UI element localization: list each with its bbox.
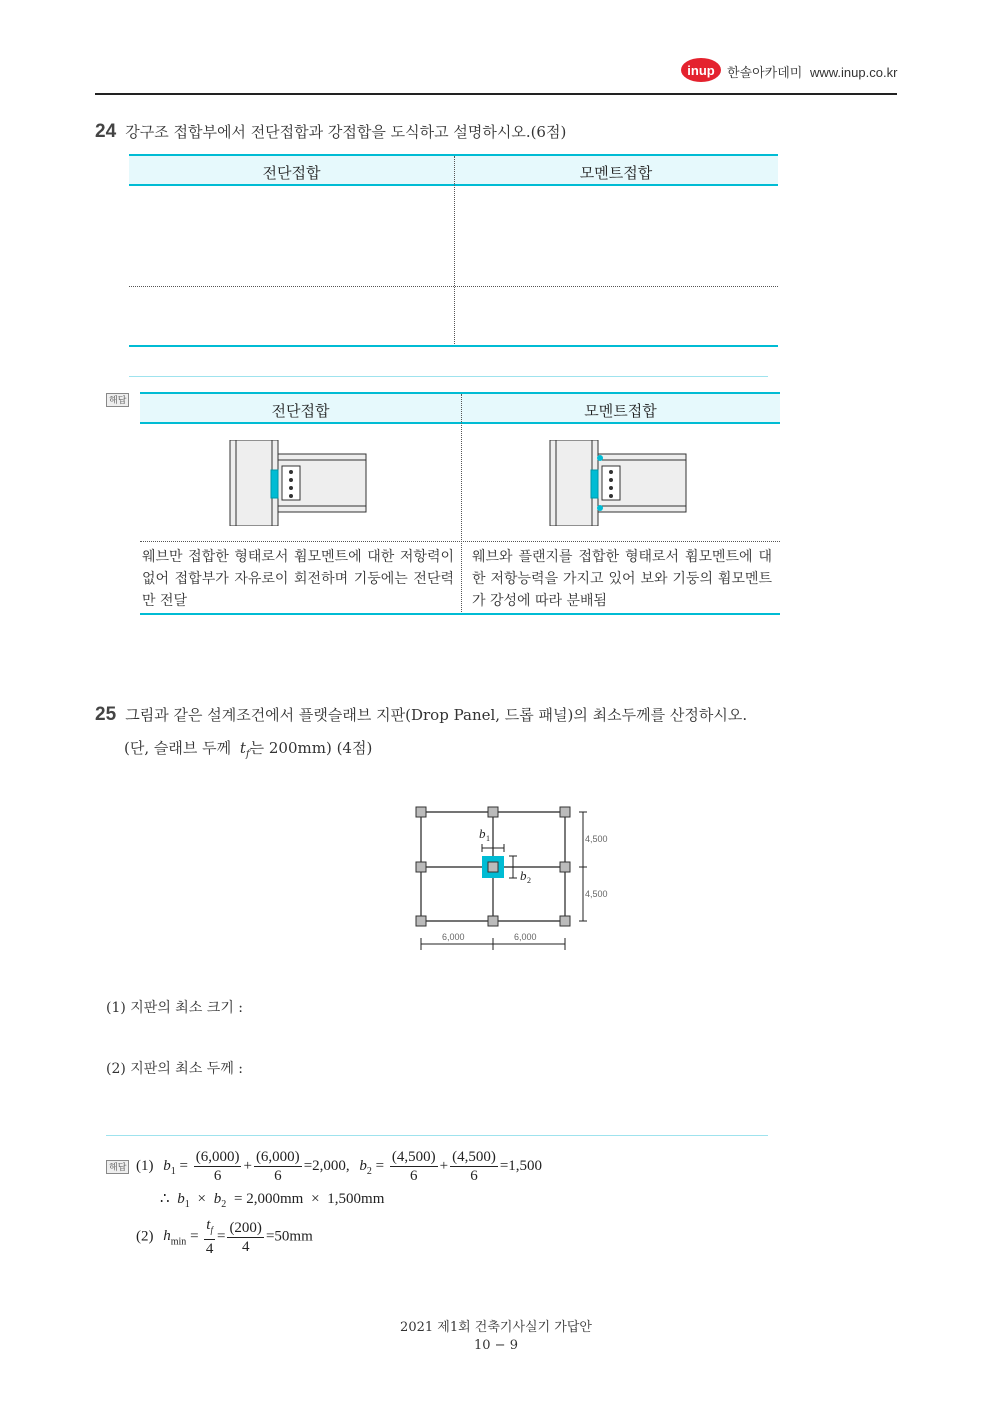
footer-page: 10 − 9 bbox=[474, 1338, 518, 1353]
frac-tf bbox=[204, 1216, 215, 1258]
h-sub: min bbox=[170, 1236, 187, 1248]
q24-heading bbox=[95, 121, 566, 143]
fig-dim-v2: 4,500 bbox=[585, 889, 608, 899]
fig-b2: b bbox=[520, 868, 527, 883]
q25-heading bbox=[95, 704, 747, 726]
fig-dim-h2: 6,000 bbox=[514, 932, 537, 942]
frac-num: (4,500) bbox=[452, 1149, 496, 1165]
header-brand bbox=[727, 62, 897, 81]
b1-sym: b bbox=[163, 1157, 171, 1174]
q25-condition bbox=[124, 737, 372, 760]
q24-col-shear: 전단접합 bbox=[262, 165, 321, 182]
frac-num: (4,500) bbox=[391, 1149, 436, 1165]
tf-sub: f bbox=[245, 749, 250, 760]
q24-number: 24 bbox=[95, 121, 117, 142]
shear-connection-figure bbox=[228, 440, 368, 526]
fig-b1: b bbox=[479, 826, 486, 841]
b2-sub: 2 bbox=[366, 1165, 372, 1177]
fig-dim-v1: 4,500 bbox=[585, 834, 608, 844]
times: × bbox=[311, 1191, 320, 1207]
eq: = bbox=[190, 1228, 199, 1245]
b1-sub: 1 bbox=[184, 1199, 190, 1210]
a25-line3 bbox=[136, 1216, 313, 1258]
frac-den: 4 bbox=[205, 1241, 214, 1257]
answer-badge-25: 해답 bbox=[106, 1160, 129, 1174]
brand-url: www.inup.co.kr bbox=[809, 65, 898, 80]
frac-den: 6 bbox=[470, 1168, 478, 1184]
footer-title: 2021 제1회 건축기사실기 가답안 bbox=[400, 1320, 592, 1335]
frac-den: 6 bbox=[274, 1168, 282, 1184]
logo-text: inup bbox=[687, 63, 715, 78]
header-rule bbox=[95, 93, 897, 95]
moment-connection-figure bbox=[548, 440, 688, 526]
frac-4500-b bbox=[450, 1148, 498, 1185]
eq: = bbox=[216, 1228, 226, 1245]
res1: =2,000, bbox=[303, 1157, 350, 1174]
fig-b1-sub: 1 bbox=[486, 834, 490, 843]
a24-desc-shear: 웨브만 접합한 형태로서 휨모멘트에 대한 저항력이 없어 접합부가 자유로이 회전하며 기둥에는 전단력만 전달 bbox=[142, 549, 454, 609]
q25-number: 25 bbox=[95, 704, 117, 725]
frac-6000-a bbox=[194, 1148, 242, 1185]
plus: + bbox=[243, 1157, 252, 1174]
eq: = bbox=[179, 1157, 188, 1174]
res2: =1,500 bbox=[499, 1157, 543, 1174]
divider-2 bbox=[106, 1135, 768, 1136]
flat-slab-figure bbox=[405, 800, 625, 955]
b1-sym: b bbox=[177, 1191, 185, 1207]
a24-table bbox=[140, 392, 780, 616]
eq: = bbox=[375, 1157, 385, 1174]
tf-symbol: t bbox=[239, 739, 246, 757]
a24-desc-moment: 웨브와 플랜지를 접합한 형태로서 휨모멘트에 대한 저항능력을 가지고 있어 보와 기둥의 휨모멘트가 강성에 따라 분배됨 bbox=[472, 549, 772, 609]
times: × bbox=[197, 1191, 207, 1207]
h-sym: h bbox=[163, 1228, 171, 1245]
frac-4500-a bbox=[390, 1148, 438, 1185]
q24-text: 강구조 접합부에서 전단접합과 강접합을 도식하고 설명하시오.(6점) bbox=[125, 123, 567, 141]
q25-condition-post: 는 200mm) (4점) bbox=[249, 739, 373, 757]
q24-answer-table bbox=[129, 154, 778, 348]
mm1: = 2,000mm bbox=[234, 1191, 304, 1207]
mm2: 1,500mm bbox=[327, 1191, 385, 1207]
frac-den: 4 bbox=[241, 1238, 250, 1255]
a25-line1 bbox=[136, 1148, 542, 1185]
q25-condition-pre: (단, 슬래브 두께 bbox=[124, 739, 232, 757]
a24-col-shear: 전단접합 bbox=[271, 403, 330, 420]
t-sub: f bbox=[210, 1225, 213, 1235]
fig-dim-h1: 6,000 bbox=[442, 932, 465, 942]
frac-num: (6,000) bbox=[195, 1149, 240, 1165]
frac-num: (200) bbox=[229, 1219, 262, 1236]
frac-200 bbox=[227, 1219, 264, 1256]
frac-den: 6 bbox=[410, 1168, 418, 1184]
inup-logo bbox=[681, 55, 721, 83]
b1-sub: 1 bbox=[170, 1165, 176, 1177]
frac-6000-b bbox=[254, 1148, 302, 1185]
a25-line2 bbox=[160, 1189, 384, 1210]
therefore: ∴ bbox=[160, 1191, 170, 1207]
t-sym: t bbox=[206, 1217, 211, 1233]
q25-sub1: (1) 지판의 최소 크기 : bbox=[106, 1000, 244, 1016]
a25-p1: (1) bbox=[136, 1157, 154, 1174]
fig-b2-sub: 2 bbox=[527, 876, 531, 885]
q25-sub2: (2) 지판의 최소 두께 : bbox=[106, 1061, 244, 1077]
res3: =50mm bbox=[265, 1228, 313, 1245]
b2-sym: b bbox=[213, 1191, 222, 1207]
frac-num bbox=[204, 1216, 215, 1240]
divider bbox=[129, 376, 768, 377]
b2-sym: b bbox=[359, 1157, 367, 1174]
b2-sub: 2 bbox=[221, 1199, 227, 1210]
frac-num: (6,000) bbox=[255, 1149, 300, 1165]
frac-den: 6 bbox=[213, 1168, 222, 1184]
q24-col-moment: 모멘트접합 bbox=[579, 165, 653, 182]
a25-p2: (2) bbox=[136, 1228, 154, 1245]
brand-name: 한솔아카데미 bbox=[727, 65, 803, 80]
plus: + bbox=[439, 1157, 449, 1174]
answer-badge: 해답 bbox=[106, 393, 129, 407]
a24-col-moment: 모멘트접합 bbox=[584, 403, 657, 420]
q25-text: 그림과 같은 설계조건에서 플랫슬래브 지판(Drop Panel, 드롭 패널)의 최소두께를 산정하시오. bbox=[125, 706, 748, 724]
